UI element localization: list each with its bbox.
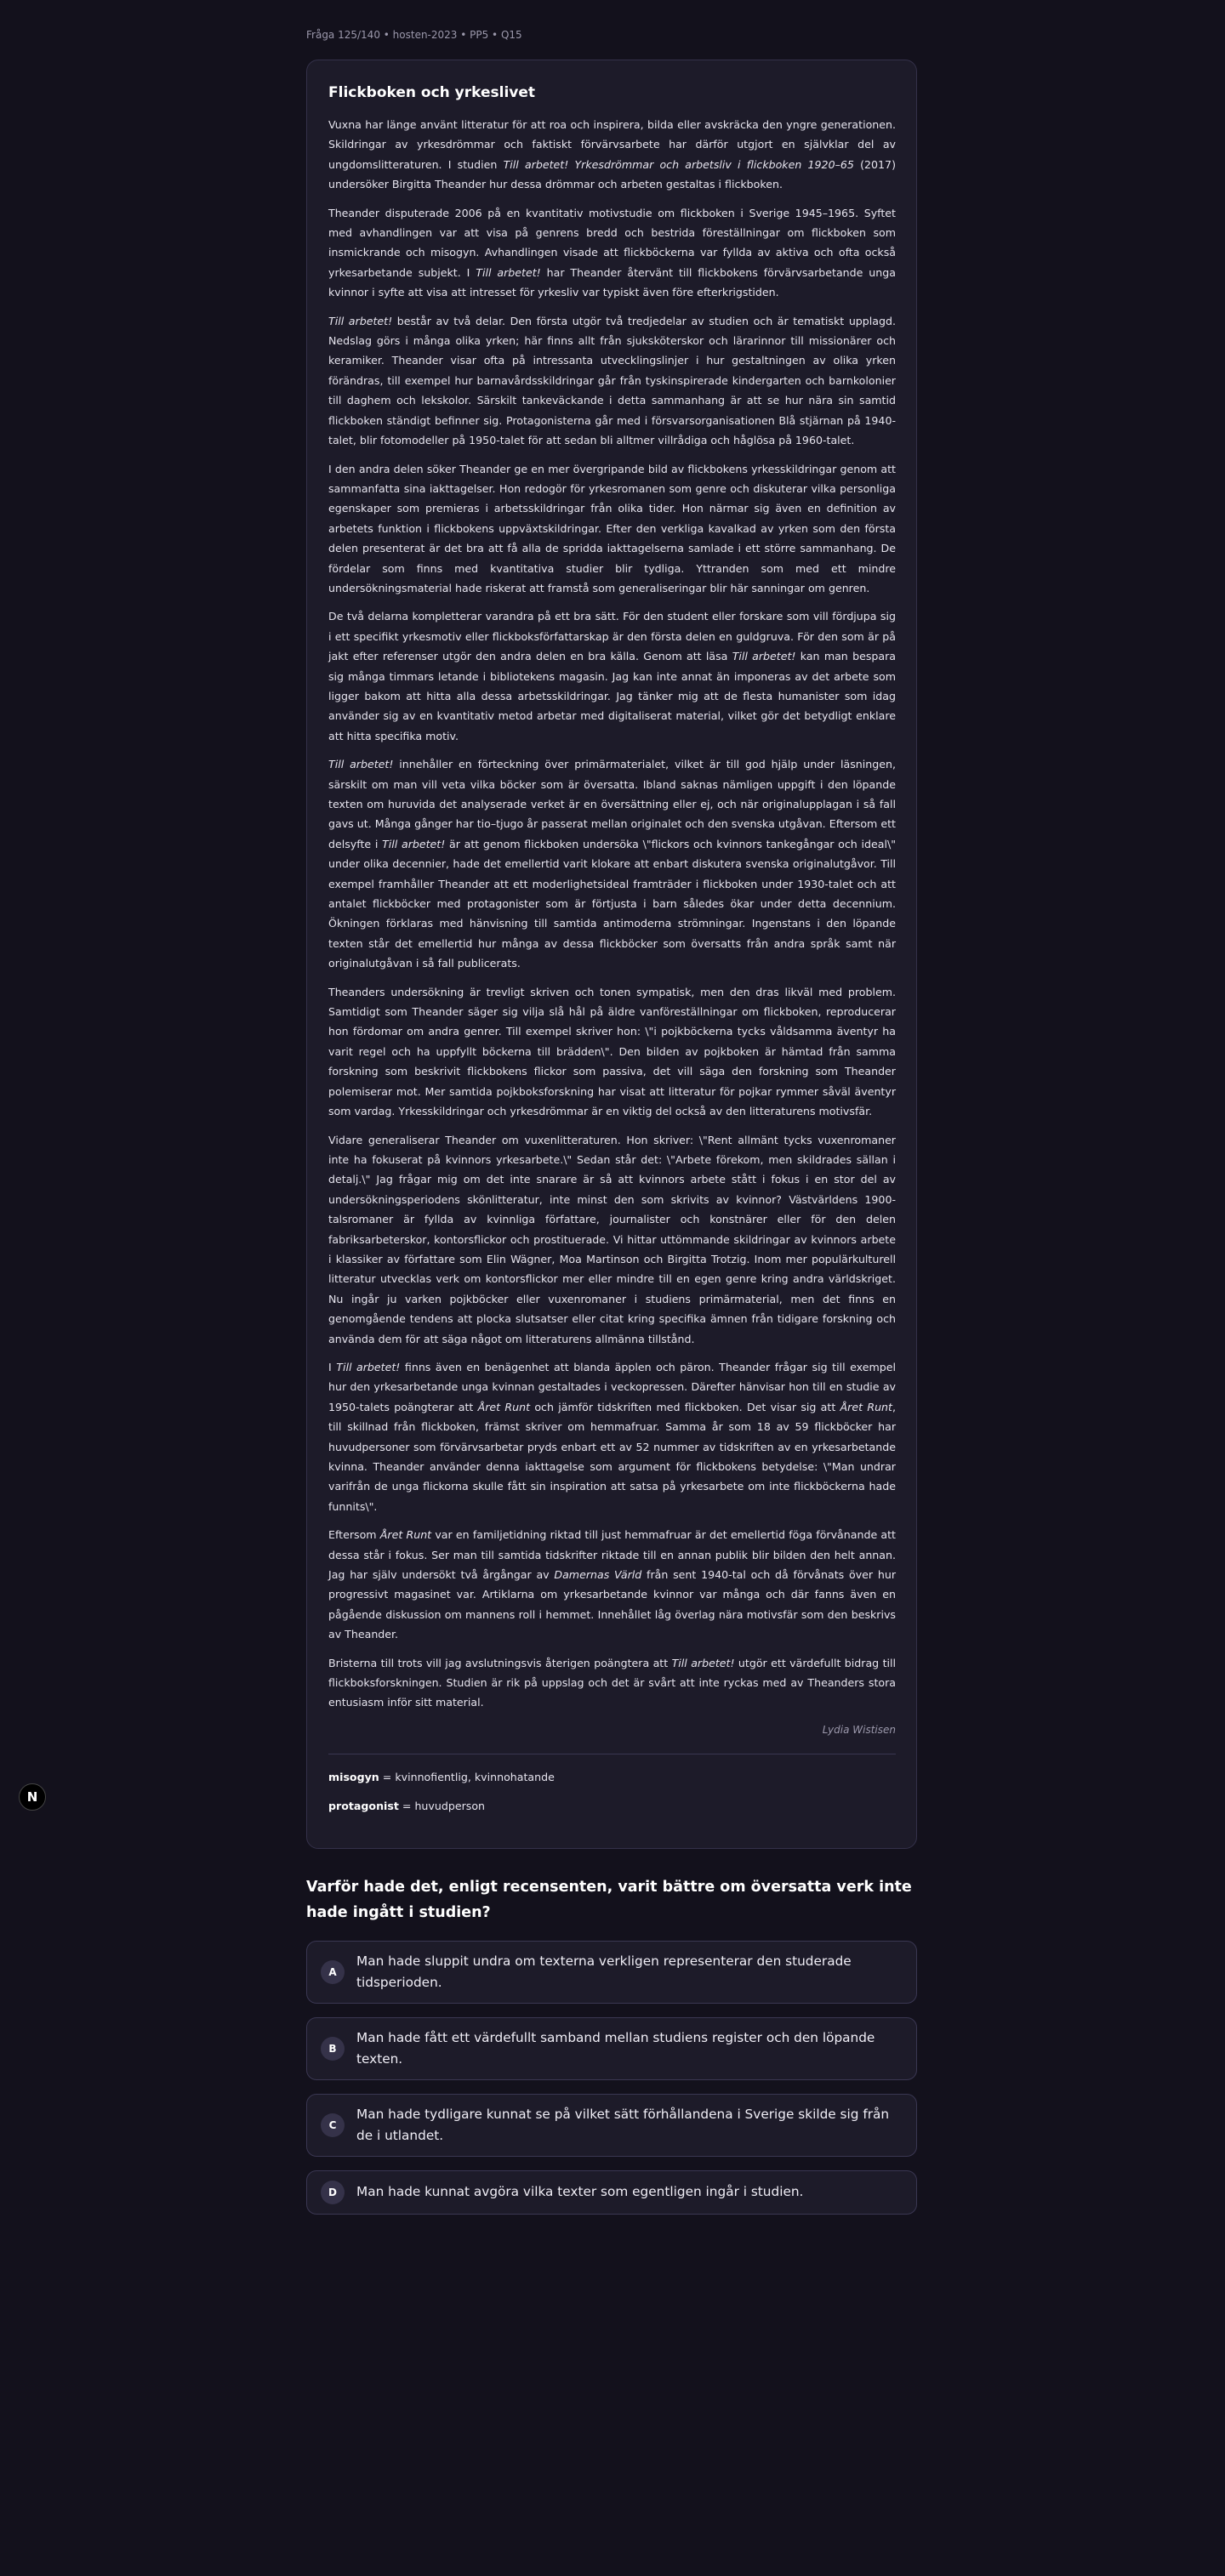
glossary-definition: = kvinnofientlig, kvinnohatande: [382, 1770, 555, 1783]
italic-title-text: Till arbetet!: [476, 265, 541, 279]
option-text: Man hade kunnat avgöra vilka texter som egentligen ingår i studien.: [356, 2184, 804, 2200]
answer-options: [306, 1941, 917, 2215]
paragraph-text: innehåller en förteckning över primärmaterialet, vilket är till god hjälp under läsningen, särskilt om man vill veta vilka böcker som är översatta. Ibland saknas nämligen uppgift i den löpande texten om huruvida det analyserade verket är en översättning eller ej, och när originalupplagan i så fall gavs ut. Många gånger har tio–tjugo år passerat mellan originalet och den svenska utgåvan. Eftersom ett delsyfte i: [328, 758, 896, 850]
paragraph-text: är att genom flickboken undersöka \"flickors och kvinnors tankegångar och ideal\" under olika decennier, hade det emellertid varit klokare att enbart diskutera svenska originalutgåvor. Till exempel framhåller Theander att ett moderlighetsideal framträder i flickboken under 1930-talet och att antalet flickböcker med protagonister som är förtjusta i barn således ökar under detta decennium. Ökningen förklaras med hänvisning till samtida antimoderna strömningar. Ingenstans i den löpande texten står det emellertid hur många av dessa flickböcker som översatts från andra språk samt när originalutgåvan i så fall publicerats.: [328, 837, 896, 970]
article-paragraph: [328, 1653, 896, 1713]
glossary-item: [328, 1768, 896, 1787]
page-content: [306, 0, 917, 2228]
paragraph-text: från sent 1940-tal och då förvånats över hur progressivt magasinet var. Artiklarna om yrkesarbetande kvinnor var många och där fanns även en pågående diskussion om mannens roll i hemmet. Innehållet låg överlag nära motivsfär som den beskrivs av Theander.: [328, 1568, 896, 1641]
italic-title-text: Till arbetet!: [382, 837, 446, 850]
paragraph-text: finns även en benägenhet att blanda äpplen och päron. Theander frågar sig till exempel hur den yrkesarbetande unga kvinnan gestaltades i veckopressen. Därefter hänvisar hon till en studie av 1950-talets poängterar att: [328, 1360, 896, 1413]
article-paragraph: [328, 1357, 896, 1516]
italic-title-text: Året Runt: [379, 1528, 432, 1542]
article-card: [306, 60, 917, 1849]
answer-option-c[interactable]: [306, 2094, 917, 2157]
italic-title-text: Till arbetet!: [328, 758, 394, 771]
option-letter-badge: C: [321, 2113, 345, 2137]
article-paragraph: [328, 982, 896, 1122]
paragraph-text: består av två delar. Den första utgör två tredjedelar av studien och är tematiskt upplagd. Nedslag görs i många olika yrken; här finns allt från sjuksköterskor och lärarinnor till missionärer och keramiker. Theander visar ofta på intressanta utvecklingslinjer i hur gestaltningen av olika yrken förändras, till exempel hur barnavårdsskildringar går från tyskinspirerade kindergarten och barnkolonier till daghem och lekskolor. Särskilt tankeväckande i detta sammanhang är att se hur nära sin samtid flickboken ständigt befinner sig. Protagonisterna går med i försvarsorganisationen Blå stjärnan på 1940-talet, blir fotomodeller på 1950-talet för att sedan bli alltmer villrådiga och håglösa på 1960-talet.: [328, 314, 896, 447]
article-paragraph: [328, 754, 896, 973]
option-text: Man hade fått ett värdefullt samband mellan studiens register och den löpande texten.: [356, 2029, 875, 2067]
italic-title-text: Året Runt: [477, 1400, 531, 1413]
glossary: [328, 1768, 896, 1816]
paragraph-text: (2017) undersöker Birgitta Theander hur dessa drömmar och arbeten gestaltas i flickboken.: [328, 157, 896, 191]
answer-option-a[interactable]: [306, 1941, 917, 2004]
paragraph-text: Theander disputerade 2006 på en kvantitativ motivstudie om flickboken i Sverige 1945–1965. Syftet med avhandlingen var att visa på genrens bredd och bestrida föreställningar om flickboken som insmickrande och misogyn. Avhandlingen visade att flickböckerna var fyllda av aktiva och ofta också yrkesarbetande subjekt. I: [328, 206, 896, 279]
article-paragraph: [328, 459, 896, 599]
glossary-definition: = huvudperson: [402, 1799, 486, 1812]
article-author: Lydia Wistisen: [822, 1723, 896, 1736]
paragraph-text: I: [328, 1360, 337, 1373]
paragraph-text: I den andra delen söker Theander ge en mer övergripande bild av flickbokens yrkesskildringar genom att sammanfatta sina iakttagelser. Hon redogör för yrkesromanen som genre och diskuterar vilka personliga egenskaper som premieras i arbetsskildringar från olika tider. Hon närmar sig även en definition av arbetets funktion i flickbokens uppväxtskildringar. Efter den verkliga kavalkad av yrken som den första delen presenterat är det bra att få alla de spridda iakttagelserna samlade i ett större sammanhang. De fördelar som finns med kvantitativa studier blir tydliga. Yttranden som med ett mindre undersökningsmaterial hade riskerat att framstå som generaliseringar blir här sanningar om genren.: [328, 462, 896, 594]
article-paragraph: [328, 606, 896, 746]
option-letter-badge: B: [321, 2037, 345, 2061]
glossary-item: [328, 1797, 896, 1816]
option-text: Man hade tydligare kunnat se på vilket sätt förhållandena i Sverige skilde sig från de i utlandet.: [356, 2106, 890, 2143]
paragraph-text: , till skillnad från flickboken, främst skriver om hemmafruar. Samma år som 18 av 59 flickböcker har huvudpersoner som förvärvsarbetar pryds enbart ett av 52 nummer av tidskriften av en yrkesarbetande kvinna. Theander använder denna iakttagelse som argument för flickbokens betydelse: \"Man undrar varifrån de unga flickorna skulle fått sin inspiration att satsa på yrkesarbete om inte flickböckerna hade funnits\".: [328, 1400, 896, 1513]
answer-option-d[interactable]: [306, 2170, 917, 2215]
answer-option-b[interactable]: [306, 2017, 917, 2080]
article-title: Flickboken och yrkeslivet: [328, 84, 536, 101]
italic-title-text: Till arbetet!: [328, 314, 393, 327]
italic-title-text: Damernas Värld: [554, 1568, 642, 1582]
italic-title-text: Till arbetet!: [671, 1656, 735, 1669]
paragraph-text: och jämför tidskriften med flickboken. Det visar sig att: [530, 1400, 840, 1413]
article-paragraph: [328, 203, 896, 303]
paragraph-text: utgör ett värdefullt bidrag till flickboksforskningen. Studien är rik på uppslag och det är svårt att inte ryckas med av Theanders stora entusiasm inför sitt material.: [328, 1656, 897, 1709]
question-text: Varför hade det, enligt recensenten, varit bättre om översatta verk inte hade ingått i studien?: [306, 1878, 912, 1921]
n-logo-badge[interactable]: N: [19, 1783, 46, 1811]
paragraph-text: De två delarna kompletterar varandra på ett bra sätt. För den student eller forskare som vill fördjupa sig i ett specifikt yrkesmotiv eller flickboksförfattarskap är den första delen en guldgruva. För den som är på jakt efter referenser utgör den andra delen en bra källa. Genom att läsa: [328, 610, 896, 663]
italic-title-text: Till arbetet!: [336, 1360, 401, 1373]
italic-title-text: Året Runt: [840, 1400, 892, 1413]
option-text: Man hade sluppit undra om texterna verkligen representerar den studerade tidsperioden.: [356, 1953, 852, 1990]
glossary-term: misogyn: [328, 1770, 379, 1783]
article-paragraph: [328, 115, 896, 195]
paragraph-text: Theanders undersökning är trevligt skriven och tonen sympatisk, men den dras likväl med problem. Samtidigt som Theander säger sig vilja slå hål på äldre vanföreställningar om flickboken, reproducerar hon fördomar om andra genrer. Till exempel skriver hon: \"i pojkböckerna tycks våldsamma äventyr ha varit regel och ha uppfyllt böckerna till brädden\". Den bilden av pojkboken är hämtad från samma forskning som beskrivit flickbokens flickor som passiva, det vill säga den forskning som Theander polemiserar mot. Mer samtida pojkboksforskning har visat att litteratur för pojkar rymmer såväl äventyr som vardag. Yrkesskildringar och yrkesdrömmar är en viktig del också av den litteraturens motivsfär.: [328, 985, 896, 1118]
paragraph-text: Vidare generaliserar Theander om vuxenlitteraturen. Hon skriver: \"Rent allmänt tycks vuxenromaner inte ha fokuserat på kvinnors yrkesarbete.\" Sedan står det: \"Arbete förekom, men skildrades sällan i detalj.\" Jag frågar mig om det inte snarare är så att kvinnors arbete stått i fokus i en stor del av undersökningsperiodens skönlitteratur, inte minst den som skrivits av kvinnor? Västvärldens 1900-talsromaner är fyllda av kvinnliga författare, journalister och konstnärer eller för den delen fabriksarbeterskor, kontorsflickor och prostituerade. Vi hittar uttömmande skildringar av kvinnors arbete i klassiker av författare som Elin Wägner, Moa Martinson och Birgitta Trotzig. Inom mer populärkulturell litteratur utvecklas verk om kontorsflickor mer eller mindre till en egen genre kring andra världskriget. Nu ingår ju varken pojkböcker eller vuxenromaner i studiens primärmaterial, men det finns en genomgående tendens att plocka slutsatser eller citat kring specifika ämnen från tidigare forskning och använda dem för att säga något om litteraturens allmänna tillstånd.: [328, 1133, 896, 1345]
question-meta: Fråga 125/140 • hosten-2023 • PP5 • Q15: [306, 29, 522, 41]
italic-title-text: Till arbetet! Yrkesdrömmar och arbetsliv i flickboken 1920–65: [503, 157, 854, 171]
option-letter-badge: D: [321, 2181, 345, 2204]
paragraph-text: Eftersom: [328, 1528, 380, 1542]
glossary-term: protagonist: [328, 1799, 399, 1812]
article-paragraph: [328, 311, 896, 451]
italic-title-text: Till arbetet!: [732, 650, 796, 663]
option-letter-badge: A: [321, 1960, 345, 1984]
article-body: [328, 115, 896, 1713]
paragraph-text: Bristerna till trots vill jag avslutningsvis återigen poängtera att: [328, 1656, 672, 1669]
article-paragraph: [328, 1130, 896, 1349]
article-paragraph: [328, 1525, 896, 1644]
paragraph-text: har Theander återvänt till flickbokens förvärvsarbetande unga kvinnor i syfte att visa att intresset för yrkesliv var typiskt även före efterkrigstiden.: [328, 265, 896, 299]
paragraph-text: var en familjetidning riktad till just hemmafruar är det emellertid föga förvånande att dessa står i fokus. Ser man till samtida tidskrifter riktade till en annan publik blir bilden den helt annan. Jag har själv undersökt två årgångar av: [328, 1528, 896, 1582]
paragraph-text: Vuxna har länge använt litteratur för att roa och inspirera, bilda eller avskräcka den yngre generationen. Skildringar av yrkesdrömmar och faktiskt förvärvsarbete har därför utgjort en självklar del av ungdomslitteraturen. I studien: [328, 118, 896, 171]
paragraph-text: kan man bespara sig många timmars letande i bibliotekens magasin. Jag kan inte annat än imponeras av det arbete som ligger bakom att hitta alla dessa arbetsskildringar. Jag tänker mig att de flesta humanister som idag använder sig av en kvantitativ metod arbetar med digitaliserat material, vilket gör det betydligt enklare att hitta specifika motiv.: [328, 650, 896, 742]
